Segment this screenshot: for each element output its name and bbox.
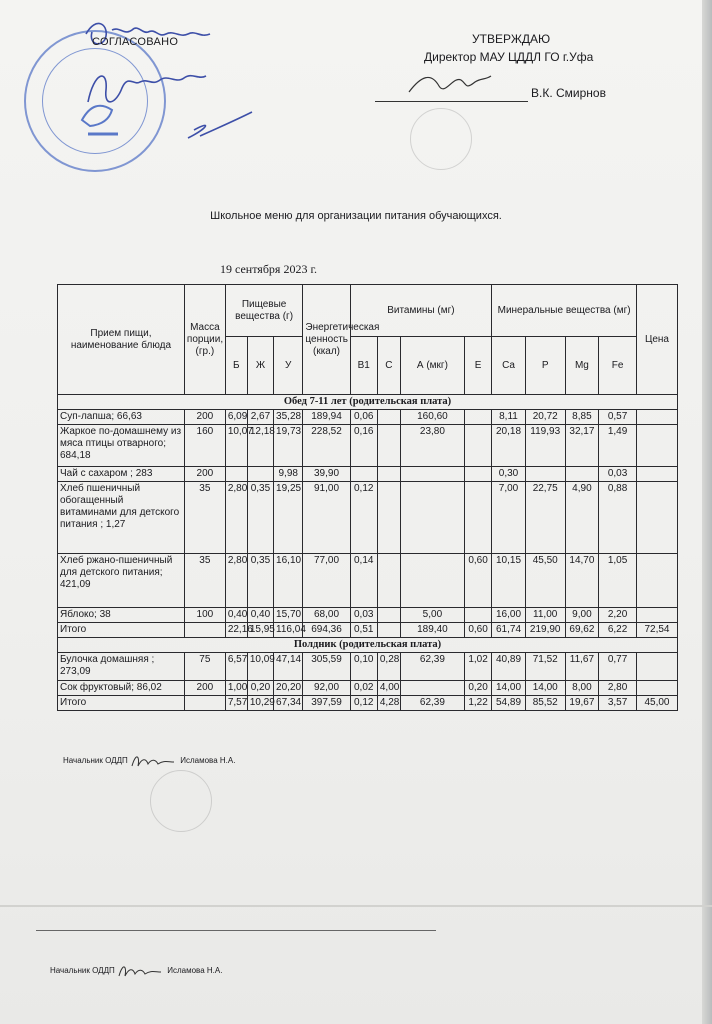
cell-ca: 7,00 [492,482,526,554]
table-row [58,425,678,467]
cell-energy: 694,36 [303,623,350,638]
cell-b: 7,57 [225,696,247,711]
cell-name: Яблоко; 38 [58,608,185,623]
cell-c [377,467,400,482]
cell-u: 20,20 [274,681,303,696]
cell-energy: 305,59 [303,653,350,681]
cell-mass: 75 [184,653,225,681]
cell-mg: 11,67 [565,653,599,681]
header-b: Б [225,337,247,395]
cell-p: 119,93 [525,425,565,467]
section-lunch: Обед 7-11 лет (родительская плата) [58,395,678,410]
cell-e: 0,60 [464,623,491,638]
cell-c: 4,28 [377,696,400,711]
cell-e: 0,20 [464,681,491,696]
header-a: А (мкг) [400,337,464,395]
cell-energy: 228,52 [303,425,350,467]
menu-table [57,284,678,711]
footer-position-2: Начальник ОДДП [50,966,115,976]
cell-mass: 35 [184,554,225,608]
cell-price [636,681,677,696]
cell-zh: 0,35 [247,554,273,608]
cell-p: 20,72 [525,410,565,425]
cell-b: 2,80 [225,554,247,608]
cell-name: Сок фруктовый; 86,02 [58,681,185,696]
cell-b: 6,09 [225,410,247,425]
cell-b: 0,40 [225,608,247,623]
footer-name-2: Исламова Н.А. [167,966,223,976]
cell-e [464,467,491,482]
cell-fe: 0,88 [599,482,637,554]
cell-e: 1,02 [464,653,491,681]
cell-e: 0,60 [464,554,491,608]
cell-p: 11,00 [525,608,565,623]
cell-mass: 200 [184,467,225,482]
table-row [58,410,678,425]
cell-p: 22,75 [525,482,565,554]
cell-mass [184,696,225,711]
cell-c [377,623,400,638]
header-b1: B1 [350,337,377,395]
cell-energy: 68,00 [303,608,350,623]
cell-u: 35,28 [274,410,303,425]
cell-name: Жаркое по-домашнему из мяса птицы отварного; 684,18 [58,425,185,467]
cell-b1: 0,03 [350,608,377,623]
total-row [58,623,678,638]
cell-name: Булочка домашняя ; 273,09 [58,653,185,681]
cell-p: 71,52 [525,653,565,681]
cell-ca: 20,18 [492,425,526,467]
cell-a: 23,80 [400,425,464,467]
cell-b: 10,07 [225,425,247,467]
cell-c [377,554,400,608]
table-row [58,482,678,554]
cell-price [636,425,677,467]
cell-u: 19,25 [274,482,303,554]
cell-price [636,410,677,425]
header-vitamins: Витамины (мг) [350,285,492,337]
cell-c [377,482,400,554]
footer-signature-icon [117,962,165,980]
header-p: P [525,337,565,395]
cell-c [377,425,400,467]
cell-mass: 200 [184,681,225,696]
cell-zh: 12,18 [247,425,273,467]
footer-signature-icon [130,752,178,770]
cell-b1: 0,06 [350,410,377,425]
cell-price: 72,54 [636,623,677,638]
cell-ca: 16,00 [492,608,526,623]
table-row [58,608,678,623]
header-price: Цена [636,285,677,395]
cell-fe: 1,05 [599,554,637,608]
cell-b: 6,57 [225,653,247,681]
cell-b1: 0,14 [350,554,377,608]
header-zh: Ж [247,337,273,395]
header-minerals: Минеральные вещества (мг) [492,285,637,337]
cell-e [464,608,491,623]
faint-stamp-mark [410,108,472,170]
cell-e [464,425,491,467]
cell-p: 219,90 [525,623,565,638]
cell-c: 4,00 [377,681,400,696]
cell-ca: 10,15 [492,554,526,608]
cell-u: 67,34 [274,696,303,711]
cell-zh: 2,67 [247,410,273,425]
table-row [58,653,678,681]
approve-title: УТВЕРЖДАЮ [472,32,551,46]
cell-b1: 0,16 [350,425,377,467]
page-edge [702,0,712,1024]
cell-ca: 0,30 [492,467,526,482]
cell-b: 22,16 [225,623,247,638]
document-title: Школьное меню для организации питания обучающихся. [210,210,502,222]
cell-name: Итого [58,696,185,711]
cell-fe: 6,22 [599,623,637,638]
cell-energy: 189,94 [303,410,350,425]
cell-a [400,681,464,696]
footer-name: Исламова Н.А. [180,756,236,766]
cell-p [525,467,565,482]
cell-ca: 61,74 [492,623,526,638]
bottom-page-line [36,930,436,931]
cell-u: 15,70 [274,608,303,623]
cell-fe: 2,20 [599,608,637,623]
cell-fe: 3,57 [599,696,637,711]
cell-energy: 397,59 [303,696,350,711]
cell-mg: 9,00 [565,608,599,623]
cell-ca: 8,11 [492,410,526,425]
cell-a: 160,60 [400,410,464,425]
cell-u: 16,10 [274,554,303,608]
cell-b [225,467,247,482]
approval-block [424,30,624,66]
section-snack: Полдник (родительская плата) [58,638,678,653]
cell-ca: 40,89 [492,653,526,681]
cell-energy: 91,00 [303,482,350,554]
cell-mg [565,467,599,482]
cell-u: 9,98 [274,467,303,482]
cell-energy: 77,00 [303,554,350,608]
footer-signature-1 [63,752,235,770]
cell-a: 189,40 [400,623,464,638]
cell-name: Итого [58,623,185,638]
cell-price [636,608,677,623]
cell-zh: 10,29 [247,696,273,711]
cell-zh: 0,20 [247,681,273,696]
cell-b1: 0,10 [350,653,377,681]
cell-price [636,482,677,554]
director-signature-icon [405,66,495,102]
table-row [58,467,678,482]
cell-a: 62,39 [400,653,464,681]
cell-zh: 15,95 [247,623,273,638]
table-row [58,681,678,696]
document-date: 19 сентября 2023 г. [220,262,318,276]
cell-mg: 69,62 [565,623,599,638]
header-ca: Ca [492,337,526,395]
cell-b: 1,00 [225,681,247,696]
cell-p: 14,00 [525,681,565,696]
cell-b1: 0,02 [350,681,377,696]
cell-a [400,554,464,608]
cell-mass: 100 [184,608,225,623]
header-meal: Прием пищи, наименование блюда [58,285,185,395]
faint-stamp-mark [150,770,212,832]
header-mg: Mg [565,337,599,395]
cell-name: Чай с сахаром ; 283 [58,467,185,482]
cell-zh: 0,40 [247,608,273,623]
cell-mg: 32,17 [565,425,599,467]
header-u: У [274,337,303,395]
cell-energy: 92,00 [303,681,350,696]
cell-fe: 0,57 [599,410,637,425]
approve-position: Директор МАУ ЦДДЛ ГО г.Уфа [424,50,594,64]
cell-mg: 4,90 [565,482,599,554]
cell-p: 45,50 [525,554,565,608]
cell-e [464,410,491,425]
cell-fe: 2,80 [599,681,637,696]
cell-mg: 8,00 [565,681,599,696]
page-fold [0,905,712,907]
cell-fe: 1,49 [599,425,637,467]
cell-b: 2,80 [225,482,247,554]
cell-fe: 0,03 [599,467,637,482]
cell-a: 5,00 [400,608,464,623]
cell-mass: 160 [184,425,225,467]
cell-price [636,467,677,482]
cell-u: 47,14 [274,653,303,681]
cell-name: Хлеб пшеничный обогащенный витаминами для детского питания ; 1,27 [58,482,185,554]
cell-u: 19,73 [274,425,303,467]
footer-signature-2 [50,962,222,980]
footer-position: Начальник ОДДП [63,756,128,766]
cell-mg: 14,70 [565,554,599,608]
agreed-label: СОГЛАСОВАНО [92,36,179,48]
cell-ca: 14,00 [492,681,526,696]
cell-mg: 8,85 [565,410,599,425]
cell-name: Суп-лапша; 66,63 [58,410,185,425]
cell-a [400,482,464,554]
header-e: E [464,337,491,395]
cell-e [464,482,491,554]
director-name: В.К. Смирнов [531,86,606,100]
cell-c: 0,28 [377,653,400,681]
cell-mass [184,623,225,638]
cell-price: 45,00 [636,696,677,711]
header-energy: Энергетическая ценность (ккал) [303,285,350,395]
cell-zh: 10,09 [247,653,273,681]
cell-u: 116,04 [274,623,303,638]
cell-b1 [350,467,377,482]
cell-zh [247,467,273,482]
cell-p: 85,52 [525,696,565,711]
header-fe: Fe [599,337,637,395]
cell-e: 1,22 [464,696,491,711]
cell-mass: 35 [184,482,225,554]
header-nutrients: Пищевые вещества (г) [225,285,303,337]
total-row [58,696,678,711]
cell-price [636,554,677,608]
header-c: C [377,337,400,395]
cell-b1: 0,12 [350,482,377,554]
cell-a: 62,39 [400,696,464,711]
handwritten-signature-icon [82,10,252,140]
header-mass: Масса порции, (гр.) [184,285,225,395]
cell-c [377,410,400,425]
cell-b1: 0,51 [350,623,377,638]
cell-ca: 54,89 [492,696,526,711]
cell-mass: 200 [184,410,225,425]
cell-energy: 39,90 [303,467,350,482]
cell-a [400,467,464,482]
cell-c [377,608,400,623]
cell-mg: 19,67 [565,696,599,711]
cell-zh: 0,35 [247,482,273,554]
cell-price [636,653,677,681]
cell-fe: 0,77 [599,653,637,681]
table-row [58,554,678,608]
cell-name: Хлеб ржано-пшеничный для детского питания; 421,09 [58,554,185,608]
cell-b1: 0,12 [350,696,377,711]
signature-line [375,101,528,102]
